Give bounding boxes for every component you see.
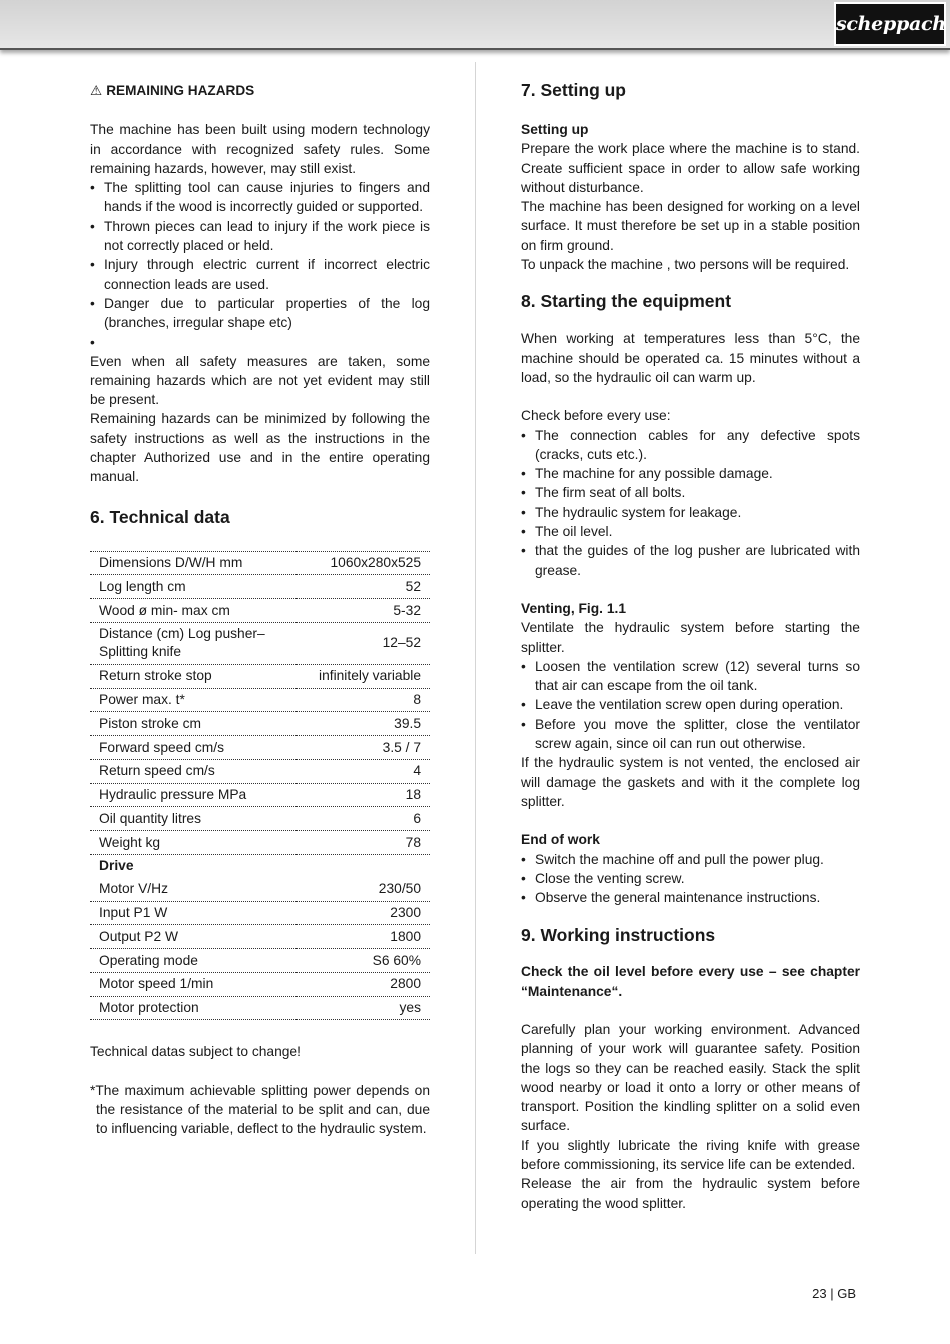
working-para1: Carefully plan your working environment. Advanced planning of your work will guarantee safety. Position the logs so they can be reached easily. Stack the split wood nearby or load it onto a lorry or other means of transport. Position the kindling splitter on a solid even surface. <box>521 1021 860 1134</box>
table-row <box>90 925 430 949</box>
venting-intro: Ventilate the hydraulic system before starting the splitter. <box>521 620 860 655</box>
list-item: • The firm seat of all bolts. <box>521 483 860 502</box>
table-row <box>90 783 430 807</box>
hazards-heading <box>90 81 430 100</box>
table-row <box>90 575 430 599</box>
spec-label: Operating mode <box>90 949 296 973</box>
spec-value: 230/50 <box>296 878 430 901</box>
list-item: • Switch the machine off and pull the power plug. <box>521 850 860 869</box>
hazards-para2: Even when all safety measures are taken, some remaining hazards which are not yet evident may still be present. <box>90 353 430 408</box>
working-para3: Release the air from the hydraulic system before operating the wood splitter. <box>521 1176 860 1211</box>
setup-line: The machine has been designed for working on a level surface. It must therefore be set up in a stable position on firm ground. <box>521 199 860 253</box>
spec-label: Power max. t* <box>90 688 296 712</box>
end-of-work-list <box>521 850 860 908</box>
table-row <box>90 949 430 973</box>
hazards-intro: The machine has been built using modern technology in accordance with recognized safety rules. Some remaining hazards, however, may still exist. <box>90 122 430 176</box>
list-item: • Thrown pieces can lead to injury if the work piece is not correctly placed or held. <box>90 217 430 256</box>
spec-value: 5-32 <box>296 599 430 623</box>
drive-section-row <box>90 855 430 878</box>
spec-label: Motor protection <box>90 996 296 1020</box>
spec-label: Piston stroke cm <box>90 712 296 736</box>
spec-label: Oil quantity litres <box>90 807 296 831</box>
end-of-work-title: End of work <box>521 832 600 848</box>
list-item: • that the guides of the log pusher are lubricated with grease. <box>521 541 860 580</box>
list-item: • The splitting tool can cause injuries to fingers and hands if the wood is incorrectly guided or supported. <box>90 178 430 217</box>
spec-value: S6 60% <box>296 949 430 973</box>
check-list <box>521 426 860 580</box>
warning-icon: ⚠ <box>90 83 103 98</box>
table-row <box>90 712 430 736</box>
spec-value: 39.5 <box>296 712 430 736</box>
spec-value: 2300 <box>296 901 430 925</box>
list-item: • Close the venting screw. <box>521 869 860 888</box>
venting-title: Venting, Fig. 1.1 <box>521 600 627 616</box>
list-item: • The machine for any possible damage. <box>521 464 860 483</box>
list-item: • Danger due to particular properties of the log (branches, irregular shape etc) <box>90 294 430 333</box>
venting-list <box>521 657 860 753</box>
starting-title: 8. Starting the equipment <box>521 291 732 312</box>
spec-value: 52 <box>296 575 430 599</box>
column-divider <box>475 62 476 1254</box>
spec-value: 78 <box>296 831 430 855</box>
spec-label: Distance (cm) Log pusher– Splitting knife <box>90 622 296 664</box>
list-item: • The hydraulic system for leakage. <box>521 503 860 522</box>
tech-data-table <box>90 551 430 1021</box>
spec-label: Dimensions D/W/H mm <box>90 551 296 575</box>
table-row <box>90 901 430 925</box>
page-number: 23 | GB <box>812 1286 856 1301</box>
drive-section-label: Drive <box>99 858 134 874</box>
spec-label: Hydraulic pressure MPa <box>90 783 296 807</box>
oil-check-note: Check the oil level before every use – see chapter “Maintenance“. <box>521 964 860 999</box>
table-row <box>90 831 430 855</box>
setup-line: To unpack the machine , two persons will be required. <box>521 257 850 273</box>
setup-title: 7. Setting up <box>521 80 626 100</box>
check-intro: Check before every use: <box>521 408 671 424</box>
spec-value: 12–52 <box>296 622 430 664</box>
spec-value: 2800 <box>296 972 430 996</box>
table-row <box>90 972 430 996</box>
table-row <box>90 996 430 1020</box>
table-row <box>90 759 430 783</box>
list-item-empty <box>90 333 430 352</box>
list-item: • The connection cables for any defective spots (cracks, cuts etc.). <box>521 426 860 465</box>
spec-label: Output P2 W <box>90 925 296 949</box>
working-para2: If you slightly lubricate the riving knife with grease before commissioning, its service life can be extended. <box>521 1137 860 1173</box>
table-row <box>90 599 430 623</box>
list-item: • Observe the general maintenance instructions. <box>521 888 860 907</box>
table-row <box>90 664 430 688</box>
spec-label: Motor speed 1/min <box>90 972 296 996</box>
spec-label: Log length cm <box>90 575 296 599</box>
table-row <box>90 551 430 575</box>
hazards-list <box>90 178 430 351</box>
working-title: 9. Working instructions <box>521 925 716 946</box>
spec-value: 1060x280x525 <box>296 551 430 575</box>
header-bar <box>0 0 950 50</box>
list-item: • Before you move the splitter, close the ventilator screw again, since oil can run out otherwise. <box>521 715 860 754</box>
tech-note: Technical datas subject to change! <box>90 1044 301 1060</box>
spec-value: 3.5 / 7 <box>296 736 430 760</box>
table-row <box>90 807 430 831</box>
spec-label: Weight kg <box>90 831 296 855</box>
hazards-para3: Remaining hazards can be minimized by following the safety instructions as well as the instructions in the chapter Authorized use and in the entire operating manual. <box>90 411 430 485</box>
spec-value: 8 <box>296 688 430 712</box>
scheppach-logo: scheppach <box>834 2 946 46</box>
tech-data-title: 6. Technical data <box>90 506 230 527</box>
tech-footnote: *The maximum achievable splitting power depends on the resistance of the material to be split and can, due to influencing variable, deflect to the hydraulic system. <box>90 1082 430 1137</box>
left-column <box>90 78 430 1139</box>
spec-value: 6 <box>296 807 430 831</box>
spec-value: infinitely variable <box>296 664 430 688</box>
hazards-title: REMAINING HAZARDS <box>106 83 255 98</box>
setup-line: Prepare the work place where the machine is to stand. Create sufficient space in order to allow safe working without disturbance. <box>521 141 860 195</box>
spec-label: Forward speed cm/s <box>90 736 296 760</box>
venting-after: If the hydraulic system is not vented, the enclosed air will damage the gaskets and with it the complete log splitter. <box>521 755 860 809</box>
table-row <box>90 688 430 712</box>
spec-label: Motor V/Hz <box>90 878 296 901</box>
spec-value: 4 <box>296 759 430 783</box>
spec-value: 1800 <box>296 925 430 949</box>
spec-label: Input P1 W <box>90 901 296 925</box>
list-item: • Leave the ventilation screw open during operation. <box>521 695 860 714</box>
spec-label: Wood ø min- max cm <box>90 599 296 623</box>
table-row <box>90 736 430 760</box>
table-row <box>90 878 430 901</box>
spec-value: 18 <box>296 783 430 807</box>
spec-label: Return stroke stop <box>90 664 296 688</box>
starting-para: When working at temperatures less than 5°C, the machine should be operated ca. 15 minutes without a load, so the hydraulic oil can warm up. <box>521 331 860 385</box>
setup-subtitle: Setting up <box>521 122 589 137</box>
table-row <box>90 622 430 664</box>
right-column <box>521 78 860 1213</box>
list-item: • The oil level. <box>521 522 860 541</box>
spec-value: yes <box>296 996 430 1020</box>
spec-label: Return speed cm/s <box>90 759 296 783</box>
list-item: • Injury through electric current if incorrect electric connection leads are used. <box>90 255 430 294</box>
list-item: • Loosen the ventilation screw (12) several turns so that air can escape from the oil tank. <box>521 657 860 696</box>
